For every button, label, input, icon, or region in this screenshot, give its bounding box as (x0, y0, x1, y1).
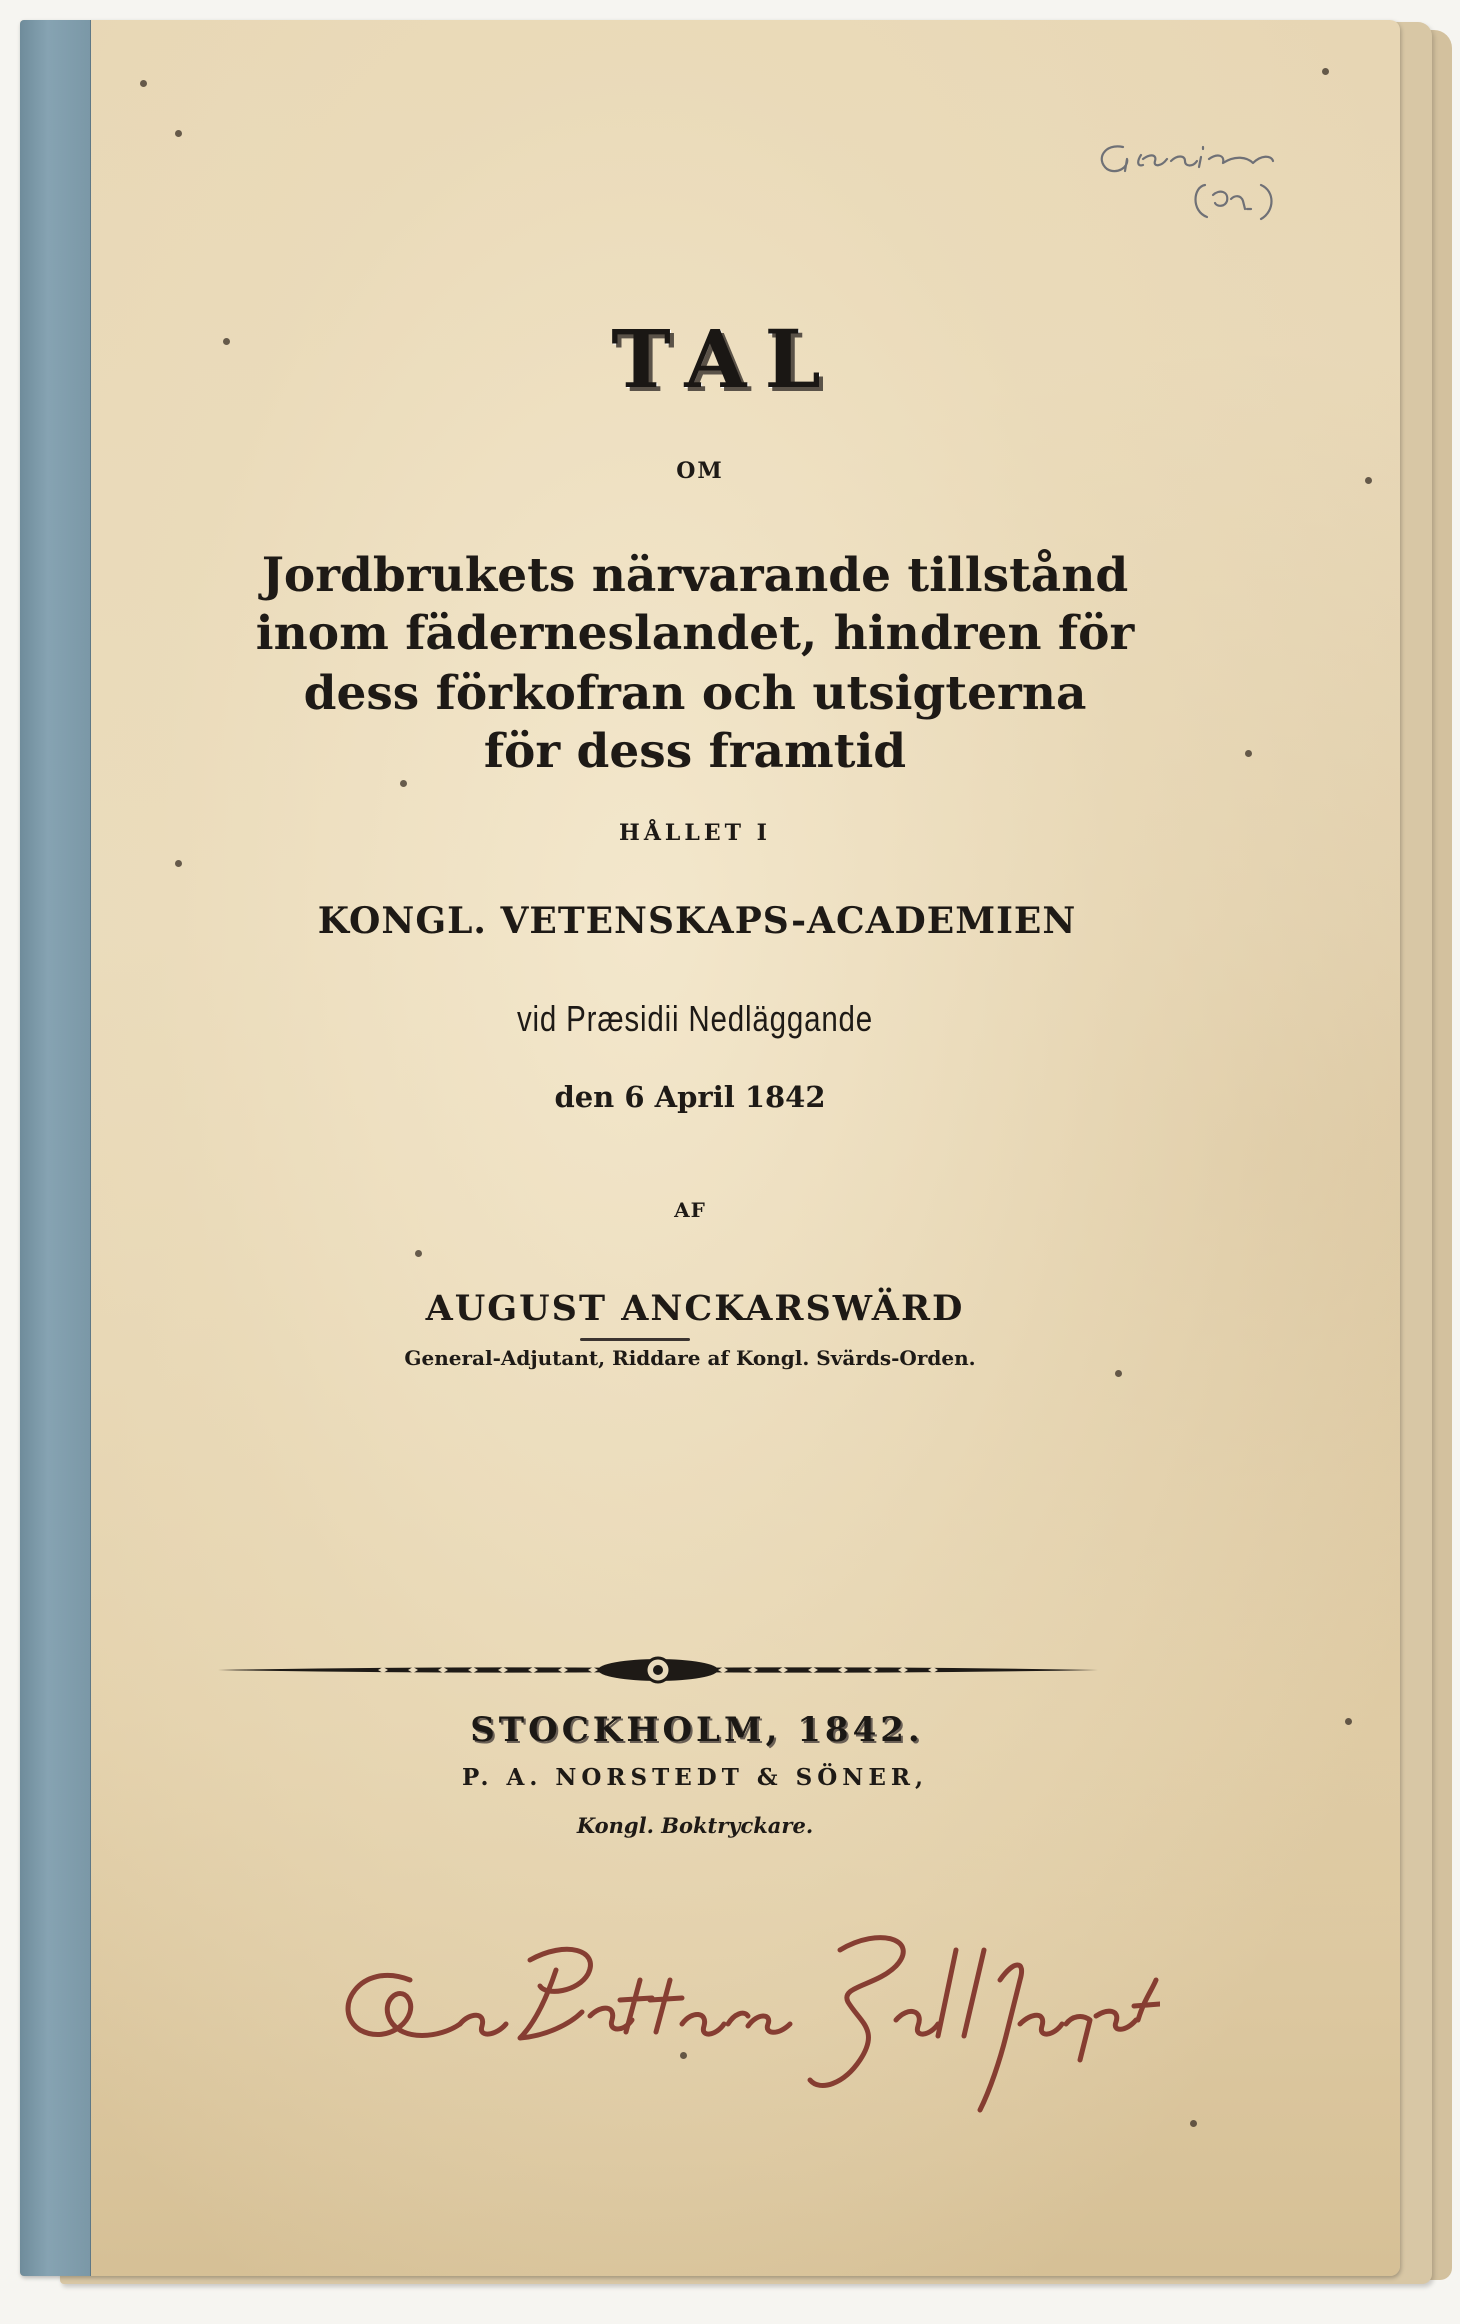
pencil-underline (580, 1338, 690, 1341)
subject-line-2: inom fäderneslandet, hindren för (255, 606, 1135, 661)
paper-speck (1245, 750, 1252, 757)
printer-title: Kongl. Boktryckare. (576, 1813, 814, 1838)
paper-speck (175, 860, 182, 867)
ornamental-rule (218, 1650, 1098, 1690)
pencil-annotation (1085, 125, 1335, 265)
ownership-inscription (320, 1920, 1160, 2120)
occasion-line: vid Præsidii Nedläggande (516, 998, 874, 1039)
paper-speck (1365, 477, 1372, 484)
subject-line-3: dess förkofran och utsigterna (303, 666, 1087, 721)
subject-line-1: Jordbrukets närvarande tillstånd (261, 548, 1129, 603)
institution-name: KONGL. VETENSKAPS-ACADEMIEN (317, 900, 1077, 942)
paper-speck (1115, 1370, 1122, 1377)
printer-name: P. A. NORSTEDT & SÖNER, (462, 1764, 928, 1791)
author-name: AUGUST ANCKARSWÄRD (425, 1288, 965, 1329)
speech-date: den 6 April 1842 (554, 1080, 826, 1114)
paper-speck (1190, 2120, 1197, 2127)
paper-speck (175, 130, 182, 137)
paper-speck (415, 1250, 422, 1257)
paper-speck (680, 2052, 687, 2059)
paper-speck (400, 780, 407, 787)
title-preposition: OM (676, 458, 724, 484)
paper-speck (1322, 68, 1329, 75)
paper-speck (1345, 1718, 1352, 1725)
title-page-cover (20, 20, 1400, 2276)
main-title: TAL (611, 312, 839, 406)
held-label: HÅLLET I (619, 820, 771, 846)
imprint-city-year: STOCKHOLM, 1842. (470, 1710, 924, 1750)
by-label: AF (674, 1198, 706, 1222)
author-title: General-Adjutant, Riddare af Kongl. Svärds-Orden. (404, 1346, 976, 1370)
subject-line-4: för dess framtid (483, 724, 907, 779)
paper-speck (140, 80, 147, 87)
paper-speck (223, 338, 230, 345)
